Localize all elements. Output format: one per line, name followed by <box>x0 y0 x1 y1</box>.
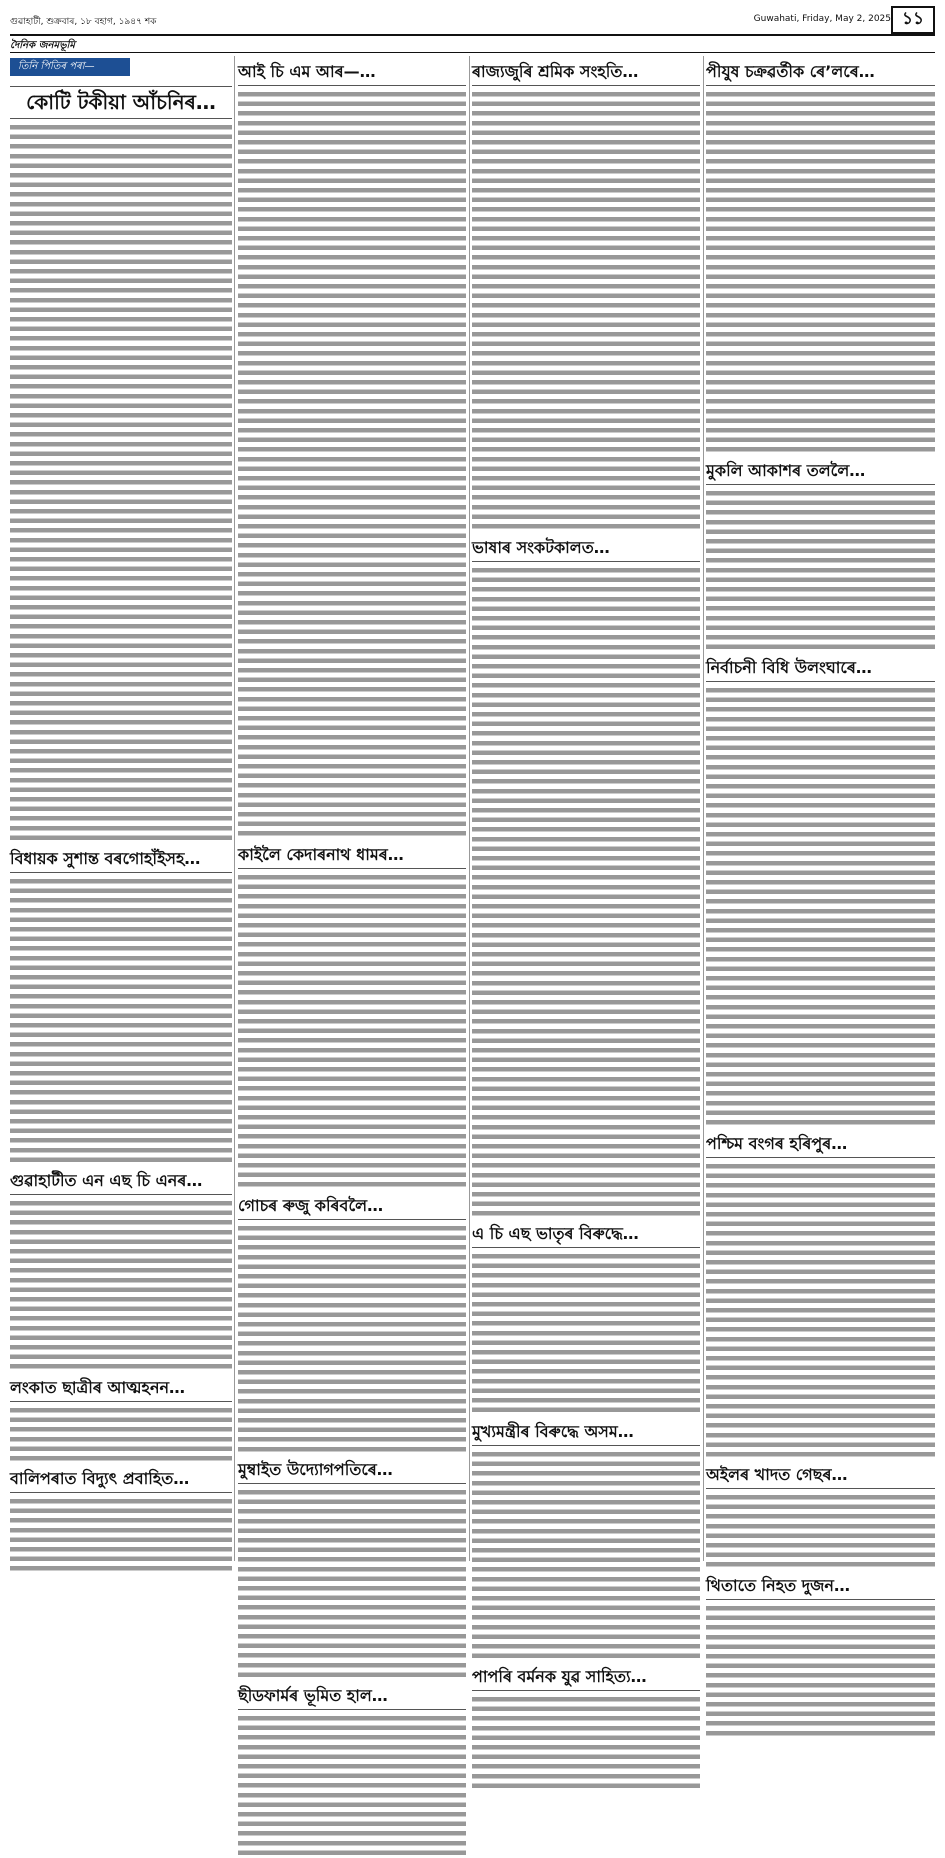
article-body <box>10 877 232 1165</box>
column-divider <box>234 56 235 1561</box>
headline: ছীডফাৰ্মৰ ভূমিত হাল… <box>238 1686 466 1710</box>
body-text-lines <box>706 1162 935 1460</box>
body-text-lines <box>238 1488 466 1680</box>
headline: কাইলৈ কেদাৰনাথ ধামৰ… <box>238 845 466 869</box>
article-body <box>706 489 935 652</box>
column-divider <box>703 56 704 1561</box>
headline: মুকলি আকাশৰ তললৈ… <box>706 461 935 485</box>
body-text-lines <box>10 1497 232 1574</box>
headline: মুম্বাইত উদ্যোগপতিৰে… <box>238 1460 466 1484</box>
headline: ভাষাৰ সংকটকালত… <box>472 538 700 562</box>
column-4 <box>706 58 935 1595</box>
body-text-lines <box>238 1714 466 1858</box>
body-text-lines <box>472 1252 700 1415</box>
divider <box>10 52 935 53</box>
body-text-lines <box>472 566 700 1219</box>
article-body <box>472 90 700 532</box>
article-body <box>706 1604 935 1738</box>
body-text-lines <box>706 686 935 1128</box>
article-body <box>238 873 466 1190</box>
body-text-lines <box>706 489 935 652</box>
article-body <box>10 1199 232 1372</box>
column-1 <box>10 82 232 1561</box>
article-body <box>10 1406 232 1464</box>
headline: থিতাতে নিহত দুজন… <box>706 1576 935 1600</box>
body-text-lines <box>10 123 232 843</box>
paper-name: দৈনিক জনমভূমি <box>10 40 75 51</box>
body-text-lines <box>472 1695 700 1791</box>
article-body <box>472 1450 700 1661</box>
headline: ৰাজ্যজুৰি শ্ৰমিক সংহতি… <box>472 62 700 86</box>
article-body <box>238 90 466 839</box>
headline: গোচৰ ৰুজু কৰিবলৈ… <box>238 1196 466 1220</box>
column-divider <box>469 56 470 1561</box>
headline: পাপৰি বৰ্মনক যুৱ সাহিত্য… <box>472 1667 700 1691</box>
headline: নিৰ্বাচনী বিধি উলংঘাৰে… <box>706 658 935 682</box>
article-body <box>238 1224 466 1454</box>
body-text-lines <box>10 877 232 1165</box>
body-text-lines <box>706 90 935 455</box>
headline: আই চি এম আৰ—… <box>238 62 466 86</box>
masthead-date-assamese: গুৱাহাটী, শুক্ৰবাৰ, ১৮ বহাগ, ১৯৪৭ শক <box>10 17 157 27</box>
masthead <box>10 6 935 32</box>
headline: গুৱাহাটীত এন এছ চি এনৰ… <box>10 1171 232 1195</box>
column-3 <box>472 58 700 1686</box>
article-body <box>238 1714 466 1858</box>
column-2 <box>238 58 466 1705</box>
article-body <box>10 1497 232 1574</box>
body-text-lines <box>10 1406 232 1464</box>
divider <box>10 34 935 36</box>
article-body <box>10 123 232 843</box>
headline: বিধায়ক সুশান্ত বৰগোহাঁইসহ… <box>10 849 232 873</box>
section-label: তিনি পিতিৰ পৰা— <box>10 58 130 76</box>
article-body <box>472 1252 700 1415</box>
headline: পীযুষ চক্ৰৱৰ্তীক ৰে’লৰে… <box>706 62 935 86</box>
article-body <box>706 1162 935 1460</box>
body-text-lines <box>10 1199 232 1372</box>
article-body <box>706 1493 935 1570</box>
article-body <box>472 566 700 1219</box>
headline: মুখ্যমন্ত্ৰীৰ বিৰুদ্ধে অসম… <box>472 1422 700 1446</box>
body-text-lines <box>238 90 466 839</box>
headline: লংকাত ছাত্ৰীৰ আত্মহনন… <box>10 1378 232 1402</box>
body-text-lines <box>238 1224 466 1454</box>
headline: এ চি এছ ভাতৃৰ বিৰুদ্ধে… <box>472 1224 700 1248</box>
body-text-lines <box>706 1493 935 1570</box>
article-body <box>706 686 935 1128</box>
headline: অইলৰ খাদত গেছৰ… <box>706 1465 935 1489</box>
article-body <box>706 90 935 455</box>
headline: পশ্চিম বংগৰ হৰিপুৰ… <box>706 1134 935 1158</box>
masthead-date-english: Guwahati, Friday, May 2, 2025 <box>753 14 891 24</box>
body-text-lines <box>472 90 700 532</box>
article-body <box>472 1695 700 1791</box>
body-text-lines <box>472 1450 700 1661</box>
body-text-lines <box>706 1604 935 1738</box>
page-number: ১১ <box>891 6 935 34</box>
body-text-lines <box>238 873 466 1190</box>
article-body <box>238 1488 466 1680</box>
headline: বালিপৰাত বিদ্যুৎ প্ৰবাহিত… <box>10 1469 232 1493</box>
headline: কোটি টকীয়া আঁচনিৰ… <box>10 86 232 119</box>
